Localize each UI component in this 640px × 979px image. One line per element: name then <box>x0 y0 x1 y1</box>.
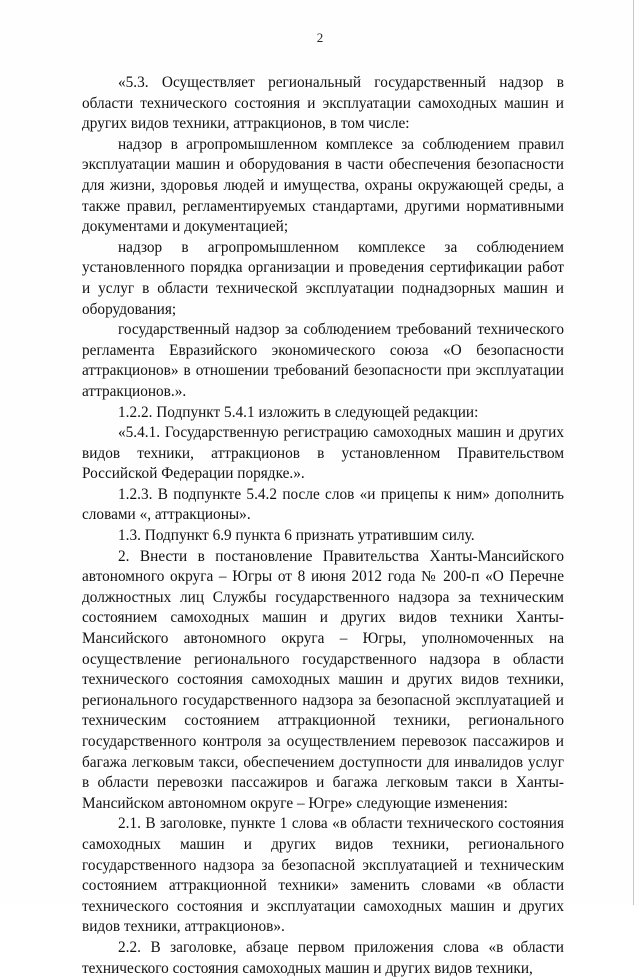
page-number: 2 <box>316 30 324 45</box>
paragraph: «5.3. Осуществляет региональный государственный надзор в области технического состояния и эксплуатации самоходных машин и других видов техники, аттракционов, в том числе: <box>82 74 564 133</box>
paragraph: 2. Внести в постановление Правительства Ханты-Мансийского автономного округа – Югры от 8 июня 2012 года № 200-п «О Перечне должностных лиц Службы государственного надзора за техническим состоянием самоходных машин и других видов техники Ханты-Мансийского автономного округа – Югры, уполномоченных на осуществление регионального государственного надзора в области технического состояния самоходных машин и других видов техники, регионального государственного надзора за безопасной эксплуатацией и техническим состоянием аттракционной техники, регионального государственного контроля за осуществлением перевозок пассажиров и багажа легковым такси, обеспечением доступности для инвалидов услуг в области перевозки пассажиров и багажа легковым такси в Ханты-Мансийском автономном округе – Югре» следующие изменения: <box>82 547 564 812</box>
paragraph: государственный надзор за соблюдением требований технического регламента Евразийского экономического союза «О безопасности аттракционов» в отношении требований безопасности при эксплуатации аттракционов.». <box>82 321 564 400</box>
paragraph: надзор в агропромышленном комплексе за соблюдением правил эксплуатации машин и оборудования в части обеспечения безопасности для жизни, здоровья людей и имущества, охраны окружающей среды, а также правил, регламентируемых стандартами, другими нормативными документами и документацией; <box>82 135 564 236</box>
page-edge-line <box>633 0 634 905</box>
paragraph: 1.3. Подпункт 6.9 пункта 6 признать утратившим силу. <box>118 527 475 545</box>
paragraph: 1.2.3. В подпункте 5.4.2 после слов «и прицепы к ним» дополнить словами «, аттракционы». <box>82 485 564 524</box>
paragraph: надзор в агропромышленном комплексе за соблюдением установленного порядка организации и проведения сертификации работ и услуг в области технической эксплуатации поднадзорных машин и оборудования; <box>82 238 564 318</box>
document-body <box>82 73 564 979</box>
paragraph: 2.2. В заголовке, абзаце первом приложения слова «в области технического состояния самоходных машин и других видов техники, <box>82 938 564 977</box>
paragraph: «5.4.1. Государственную регистрацию самоходных машин и других видов техники, аттракционов в установленном Правительством Российской Федерации порядке.». <box>82 424 564 483</box>
paragraph: 2.1. В заголовке, пункте 1 слова «в области технического состояния самоходных машин и других видов техники, регионального государственного надзора за безопасной эксплуатацией и техническим состоянием аттракционной техники» заменить словами «в области технического состояния и эксплуатации самоходных машин и других видов техники, аттракционов». <box>82 815 564 936</box>
paragraph: 1.2.2. Подпункт 5.4.1 изложить в следующей редакции: <box>118 403 479 421</box>
